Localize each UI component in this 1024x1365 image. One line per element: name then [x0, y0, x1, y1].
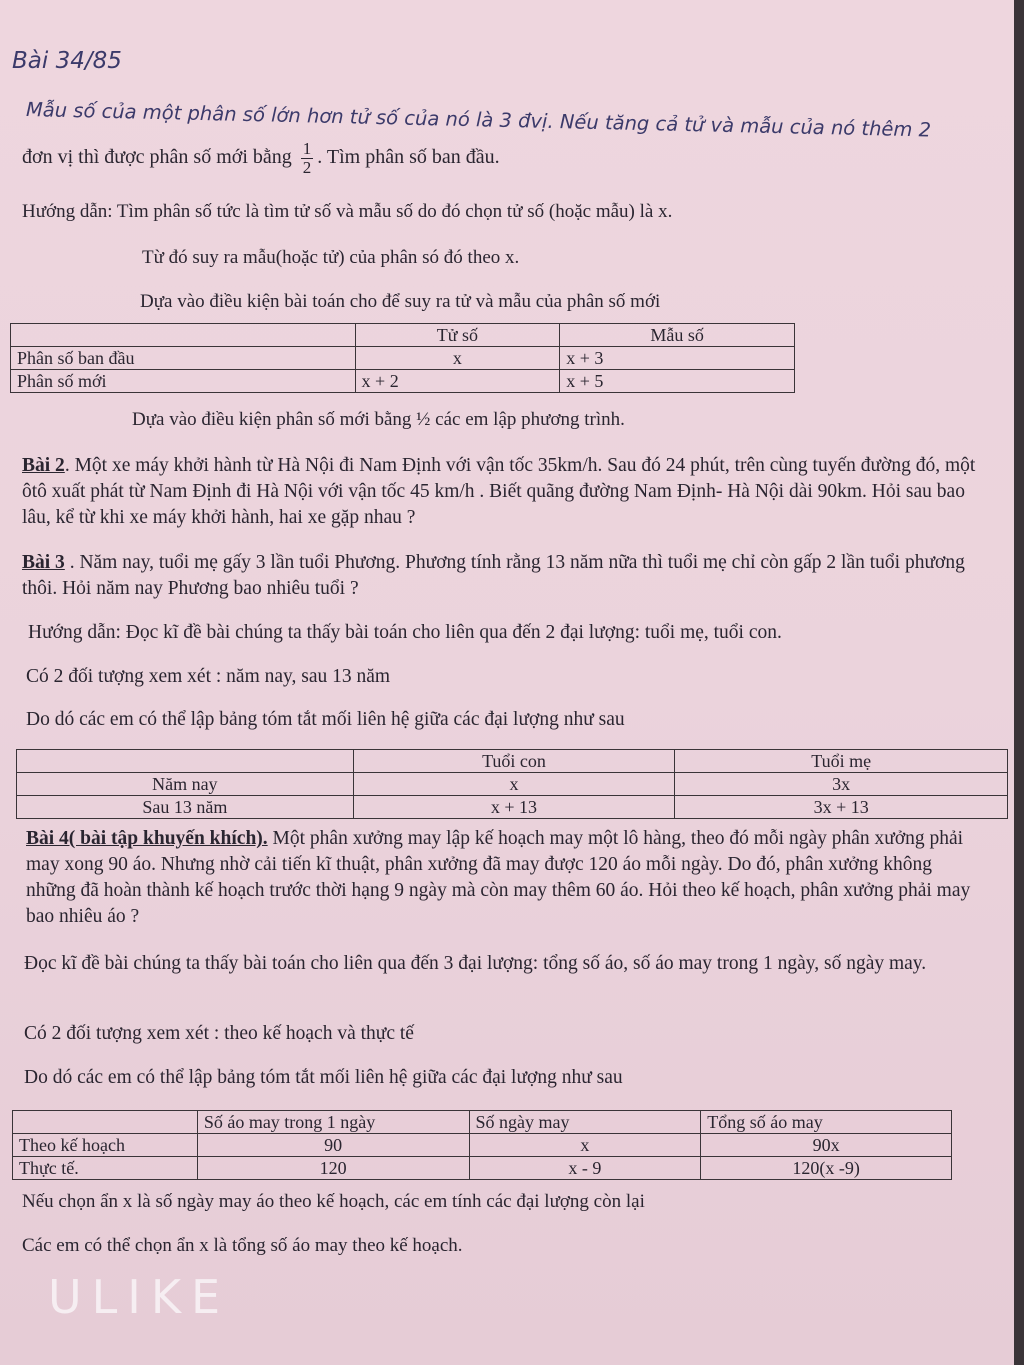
bai1-table [10, 323, 795, 393]
table-cell: 3x + 13 [675, 796, 1008, 819]
table-cell: x + 2 [355, 370, 560, 393]
handwritten-title: Bài 34/85 [12, 48, 122, 74]
table-row [13, 1134, 952, 1157]
table-cell: 3x [675, 773, 1008, 796]
bai4-note-2: Các em có thể chọn ẩn x là tổng số áo may theo kế hoạch. [22, 1235, 463, 1256]
table-header-cell: Số ngày may [469, 1111, 701, 1134]
fraction-denominator: 2 [302, 158, 312, 177]
handwritten-line: Mẫu số của một phân số lớn hơn tử số của nó là 3 đvị. Nếu tăng cả tử và mẫu của nó thêm 2 [25, 98, 932, 142]
bai2-paragraph [22, 453, 997, 531]
bai4-guide-1: Đọc kĩ đề bài chúng ta thấy bài toán cho liên qua đến 3 đại lượng: tổng số áo, số áo may trong 1 ngày, số ngày may. [24, 953, 927, 974]
table-cell: Phân số mới [11, 370, 356, 393]
table-cell: Năm nay [17, 773, 354, 796]
table-header-cell: Tử số [355, 324, 560, 347]
watermark-logo: ULIKE [48, 1270, 231, 1324]
table-header-cell: Tuổi con [353, 750, 675, 773]
table-cell: 120(x -9) [701, 1157, 952, 1180]
table-header-cell [17, 750, 354, 773]
table-header-cell: Mẫu số [560, 324, 795, 347]
table-cell: Thực tế. [13, 1157, 198, 1180]
table-cell: x [355, 347, 560, 370]
fraction-numerator: 1 [302, 139, 312, 158]
table-cell: Sau 13 năm [17, 796, 354, 819]
bai1-continuation [22, 140, 500, 177]
bai1-cont-before: đơn vị thì được phân số mới bằng [22, 146, 292, 169]
bai3-text: . Năm nay, tuổi mẹ gấy 3 lần tuổi Phương. Phương tính rằng 13 năm nữa thì tuổi mẹ chỉ còn gấp 2 lần tuổi phương thôi. Hỏi năm nay Phương bao nhiêu tuổi ? [22, 552, 965, 599]
table-header-row [13, 1111, 952, 1134]
table-header-row [17, 750, 1008, 773]
table-cell: Theo kế hoạch [13, 1134, 198, 1157]
bai4-guide-3: Do dó các em có thể lập bảng tóm tắt mối liên hệ giữa các đại lượng như sau [24, 1067, 623, 1088]
table-cell: x + 13 [353, 796, 675, 819]
bai3-paragraph [22, 550, 997, 602]
table-cell: Phân số ban đầu [11, 347, 356, 370]
table-cell: x - 9 [469, 1157, 701, 1180]
bai3-table [16, 749, 1008, 819]
bai3-guide-3: Do dó các em có thể lập bảng tóm tắt mối liên hệ giữa các đại lượng như sau [26, 709, 625, 730]
table-cell: 120 [197, 1157, 469, 1180]
table-row [13, 1157, 952, 1180]
table-header-row [11, 324, 795, 347]
table-cell: 90x [701, 1134, 952, 1157]
table-cell: x + 5 [560, 370, 795, 393]
bai4-note-1: Nếu chọn ẩn x là số ngày may áo theo kế hoạch, các em tính các đại lượng còn lại [22, 1191, 645, 1212]
table-row [17, 773, 1008, 796]
bai1-guide-3: Dựa vào điều kiện bài toán cho để suy ra tử và mẫu của phân số mới [140, 291, 661, 312]
table-header-cell [13, 1111, 198, 1134]
bai4-paragraph [26, 826, 986, 930]
bai4-label: Bài 4( bài tập khuyến khích). [26, 828, 268, 849]
bai4-table [12, 1110, 952, 1180]
bai2-label: Bài 2 [22, 455, 65, 476]
table-row [17, 796, 1008, 819]
bai4-guide-2: Có 2 đối tượng xem xét : theo kế hoạch và thực tế [24, 1023, 414, 1044]
table-cell: x [469, 1134, 701, 1157]
table-cell: 90 [197, 1134, 469, 1157]
bai3-guide-2: Có 2 đối tượng xem xét : năm nay, sau 13 năm [26, 666, 391, 687]
table-cell: x + 3 [560, 347, 795, 370]
bai1-cont-after: . Tìm phân số ban đầu. [317, 146, 500, 169]
table-cell: x [353, 773, 675, 796]
bai3-label: Bài 3 [22, 552, 65, 573]
page-edge-shadow [1014, 0, 1024, 1365]
bai1-guide-1: Hướng dẫn: Tìm phân số tức là tìm tử số và mẫu số do đó chọn tử số (hoặc mẫu) là x. [22, 201, 673, 222]
bai3-guide-1: Hướng dẫn: Đọc kĩ đề bài chúng ta thấy bài toán cho liên qua đến 2 đại lượng: tuổi mẹ, tuổi con. [28, 622, 782, 643]
bai2-text: . Một xe máy khởi hành từ Hà Nội đi Nam Định với vận tốc 35km/h. Sau đó 24 phút, trên cùng tuyến đường đó, một ôtô xuất phát từ Nam Định đi Hà Nội với vận tốc 45 km/h . Biết quãng đường Nam Định- Hà Nội dài 90km. Hỏi sau bao lâu, kể từ khi xe máy khởi hành, hai xe gặp nhau ? [22, 455, 976, 528]
bai1-note: Dựa vào điều kiện phân số mới bằng ½ các em lập phương trình. [132, 409, 625, 430]
table-header-cell: Tổng số áo may [701, 1111, 952, 1134]
table-row [11, 347, 795, 370]
table-header-cell: Tuổi mẹ [675, 750, 1008, 773]
table-row [11, 370, 795, 393]
bai1-guide-2: Từ đó suy ra mẫu(hoặc tử) của phân só đó theo x. [142, 247, 520, 268]
table-header-cell: Số áo may trong 1 ngày [197, 1111, 469, 1134]
fraction-one-half [301, 140, 314, 177]
bai4-text: Một phân xưởng may lập kế hoạch may một lô hàng, theo đó mỗi ngày phân xưởng phải may xong 90 áo. Nhưng nhờ cải tiến kĩ thuật, phân xưởng đã may được 120 áo mỗi ngày. Do đó, phân xưởng không những đã hoàn thành kế hoạch trước thời hạng 9 ngày mà còn may thêm 60 áo. Hỏi theo kế hoạch, phân xưởng phải may bao nhiêu áo ? [26, 828, 971, 927]
table-header-cell [11, 324, 356, 347]
